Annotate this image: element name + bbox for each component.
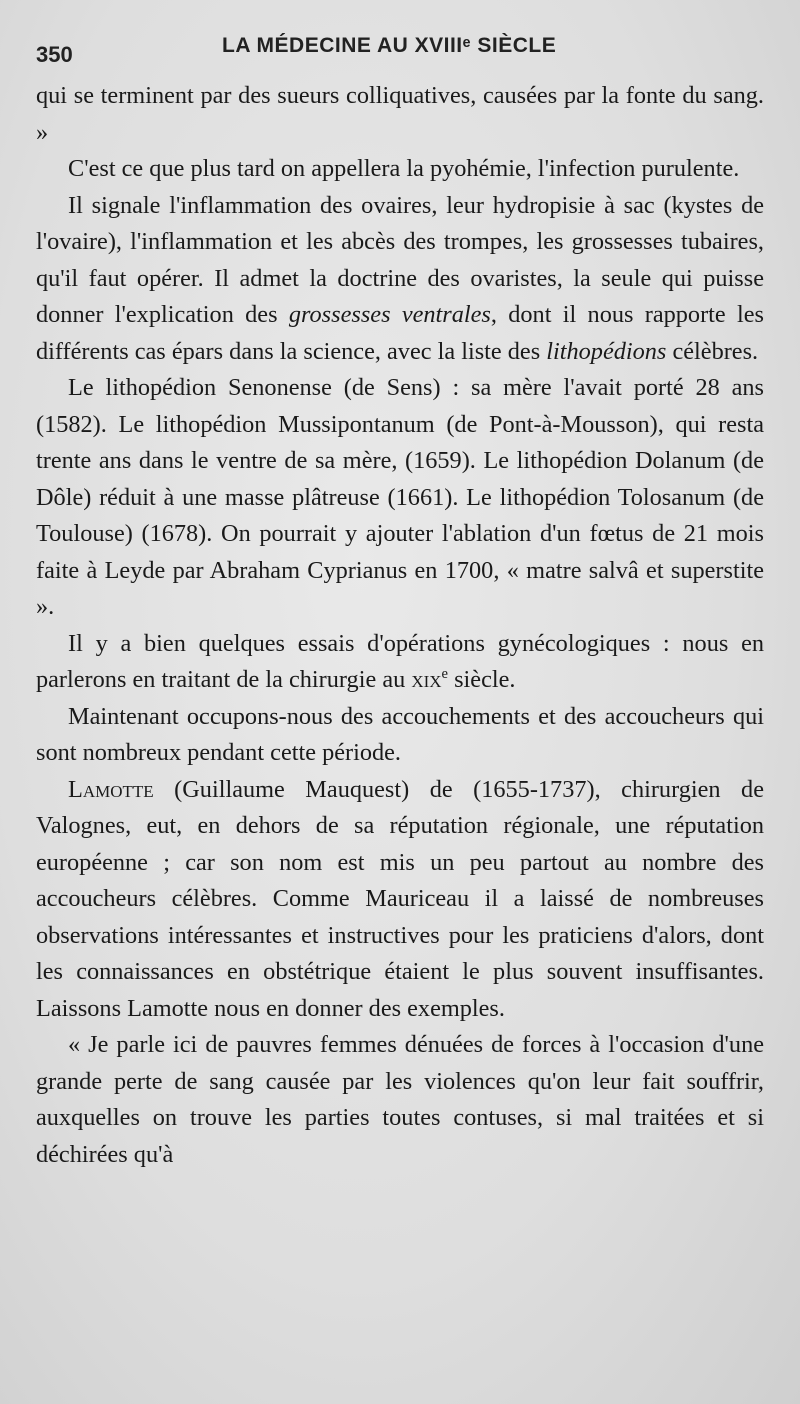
page-header: [36, 30, 766, 70]
paragraph-7-text: (Guillaume Mauquest) de (1655-1737), chirurgien de Valognes, eut, en dehors de sa réputation régionale, une réputation européenne ; car son nom est mis un peu partout au nombre des accoucheurs célèbres. Comme Mauriceau il a laissé de nombreuses observations intéressantes et instructives pour les praticiens d'alors, dont les connaissances en obstétrique étaient le plus souvent insuffisantes. Laissons Lamotte nous en donner des exemples.: [36, 775, 764, 1022]
paragraph-8-text: « Je parle ici de pauvres femmes dénuées de forces à l'occasion d'une grande perte de sang causée par les violences qu'on leur fait souffrir, auxquelles on trouve les parties toutes contuses, si mal traitées et si déchirées qu'à: [36, 1031, 764, 1168]
italic-term-lithopedions: lithopédions: [546, 337, 667, 365]
paragraph-5-text-end: siècle.: [448, 666, 516, 693]
century-numeral: xix: [411, 666, 442, 693]
paragraph-4: [36, 370, 764, 626]
italic-term-grossesses-ventrales: grossesses ventrales: [288, 301, 491, 328]
paragraph-3-text-end: célèbres.: [666, 337, 759, 365]
author-name-lamotte: Lamotte: [68, 775, 154, 803]
page-number: 350: [36, 42, 73, 67]
paragraph-4-text: Le lithopédion Senonense (de Sens) : sa mère l'avait porté 28 ans (1582). Le lithopédion Mussipontanum (de Pont-à-Mousson), qui resta trente ans dans le ventre de sa mère, (1659). Le lithopédion Dolanum (de Dôle) réduit à une masse plâtreuse (1661). Le lithopédion Tolosanum (de Toulouse) (1678). On pourrait y ajouter l'ablation d'un fœtus de 21 mois faite à Leyde par Abraham Cyprianus en 1700, « matre salvâ et superstite ».: [36, 374, 764, 620]
body-text: [36, 78, 764, 1173]
paragraph-1: [36, 78, 764, 151]
paragraph-1-text: qui se terminent par des sueurs colliquatives, causées par la fonte du sang. »: [36, 82, 764, 146]
running-title: LA MÉDECINE AU XVIIIᵉ SIÈCLE: [222, 34, 557, 57]
paragraph-3-text: Il signale l'inflammation des ovaires, leur hydropisie à sac (kystes de l'ovaire), l'inflammation et les abcès des trompes, les grossesses tubaires, qu'il faut opérer. Il admet la doctrine des ovaristes, la seule qui puisse donner l'explication des: [36, 191, 764, 328]
paragraph-3: [36, 188, 764, 371]
paragraph-8: [36, 1027, 764, 1173]
paragraph-6: [36, 699, 764, 772]
paragraph-5: [36, 626, 764, 699]
century-superscript: e: [441, 665, 449, 682]
paragraph-6-text: Maintenant occupons-nous des accouchements et des accoucheurs qui sont nombreux pendant cette période.: [36, 702, 764, 766]
paragraph-7: [36, 772, 764, 1028]
paragraph-2-text: C'est ce que plus tard on appellera la pyohémie, l'infection purulente.: [68, 155, 740, 182]
paragraph-3-text-middle: , dont il nous rapporte les différents cas épars dans la science, avec la liste des: [36, 301, 764, 365]
paragraph-5-text: Il y a bien quelques essais d'opérations gynécologiques : nous en parlerons en traitant de la chirurgie au: [36, 629, 764, 693]
paragraph-2: [36, 151, 764, 188]
